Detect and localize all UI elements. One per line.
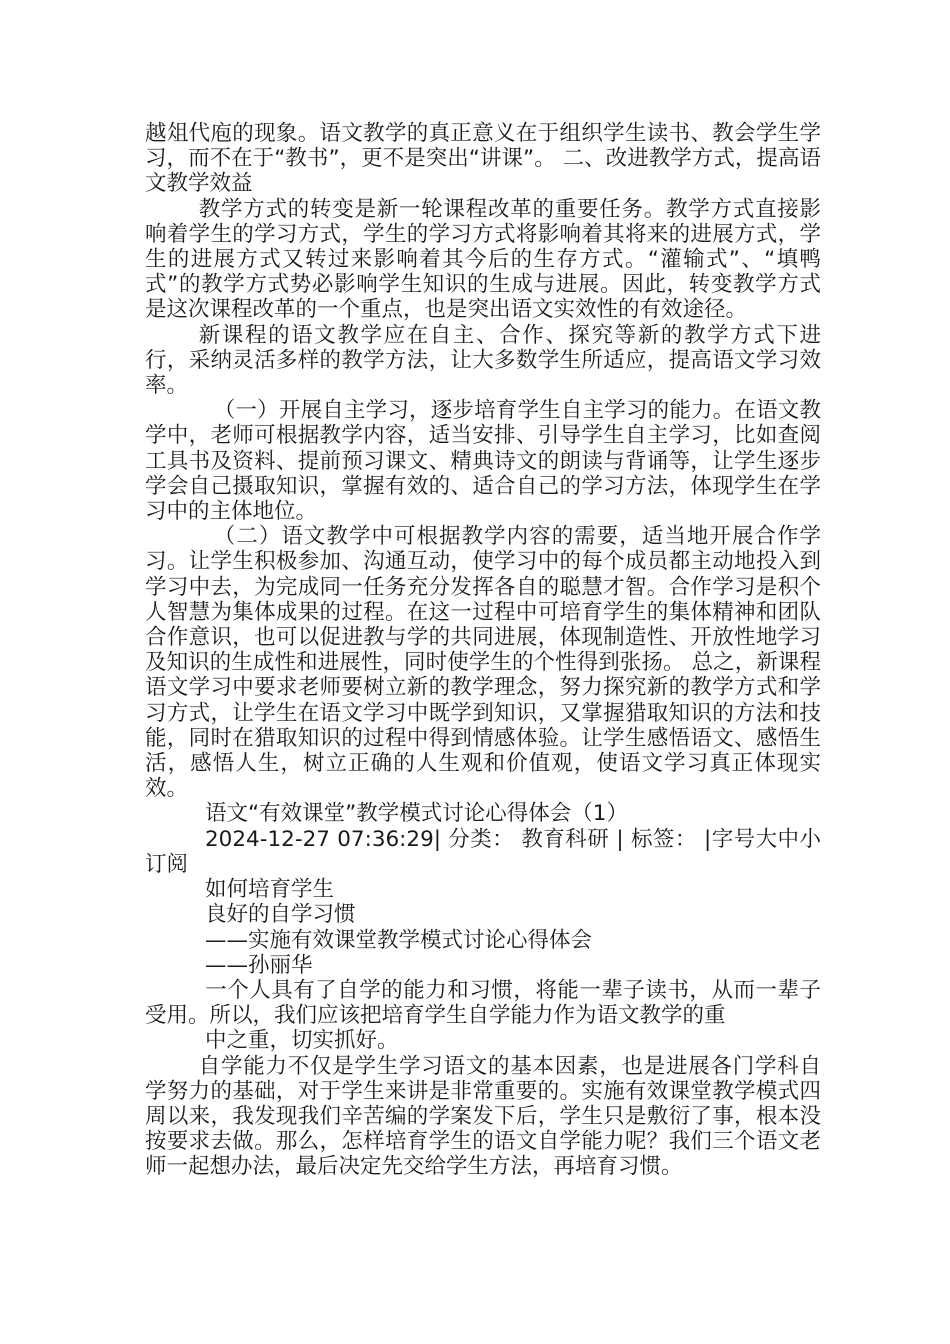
- heading-line-4: ——孙丽华: [205, 952, 313, 978]
- article-meta: [145, 827, 821, 877]
- article-meta-text: 2024-12-27 07:36:29| 分类： 教育科研 | 标签： |字号大中小 订阅: [145, 826, 821, 877]
- heading-line-3: ——实施有效课堂教学模式讨论心得体会: [205, 927, 593, 953]
- paragraph-self-study: （一）开展自主学习，逐步培育学生自主学习的能力。在语文教学中，老师可根据教学内容，适当安排、引导学生自主学习，比如查阅工具书及资料、提前预习课文、精典诗文的朗读与背诵等，让学生逐步学会自己摄取知识，掌握有效的、适合自己的学习方法，体现学生在学习中的主体地位。: [145, 398, 821, 525]
- paragraph-teaching-method: 教学方式的转变是新一轮课程改革的重要任务。教学方式直接影响着学生的学习方式，学生的学习方式将影响着其将来的进展方式，学生的进展方式又转过来影响着其今后的生存方式。“灌输式”、“填鸭式”的教学方式势必影响学生知识的生成与进展。因此，转变教学方式是这次课程改革的一个重点，也是突出语文实效性的有效途径。: [145, 196, 821, 323]
- article-paragraph-1-cont: 中之重，切实抓好。: [205, 1028, 399, 1054]
- article-paragraph-1: 一个人具有了自学的能力和习惯，将能一辈子读书，从而一辈子受用。所以，我们应该把培育学生自学能力作为语文教学的重: [145, 977, 821, 1029]
- paragraph-continuation: 越俎代庖的现象。语文教学的真正意义在于组织学生读书、教会学生学习，而不在于“教书”，更不是突出“讲课”。 二、改进教学方式，提高语文教学效益: [145, 121, 821, 197]
- paragraph-new-curriculum: 新课程的语文教学应在自主、合作、探究等新的教学方式下进行，采纳灵活多样的教学方法，让大多数学生所适应，提高语文学习效率。: [145, 322, 821, 399]
- article-paragraph-2: 自学能力不仅是学生学习语文的基本因素，也是进展各门学科自学努力的基础，对于学生来讲是非常重要的。实施有效课堂教学模式四周以来，我发现我们辛苦编的学案发下后，学生只是敷衍了事，根本没按要求去做。那么，怎样培育学生的语文自学能力呢？我们三个语文老师一起想办法，最后决定先交给学生方法，再培育习惯。: [145, 1053, 821, 1180]
- document-page: [145, 121, 821, 1180]
- heading-line-2: 良好的自学习惯: [205, 902, 356, 928]
- heading-line-1: 如何培育学生: [205, 877, 335, 903]
- paragraph-cooperative-study: （二）语文教学中可根据教学内容的需要，适当地开展合作学习。让学生积极参加、沟通互动，使学习中的每个成员都主动地投入到学习中去，为完成同一任务充分发挥各自的聪慧才智。合作学习是积个人智慧为集体成果的过程。在这一过程中可培育学生的集体精神和团队合作意识，也可以促进教与学的共同进展，体现制造性、开放性地学习及知识的生成性和进展性，同时使学生的个性得到张扬。 总之，新课程语文学习中要求老师要树立新的教学理念，努力探究新的教学方式和学习方式，让学生在语文学习中既学到知识，又掌握猎取知识的方法和技能，同时在猎取知识的过程中得到情感体验。让学生感悟语文、感悟生活，感悟人生，树立正确的人生观和价值观，使语文学习真正体现实效。: [145, 524, 821, 802]
- article-title: 语文“有效课堂”教学模式讨论心得体会（1）: [205, 801, 628, 827]
